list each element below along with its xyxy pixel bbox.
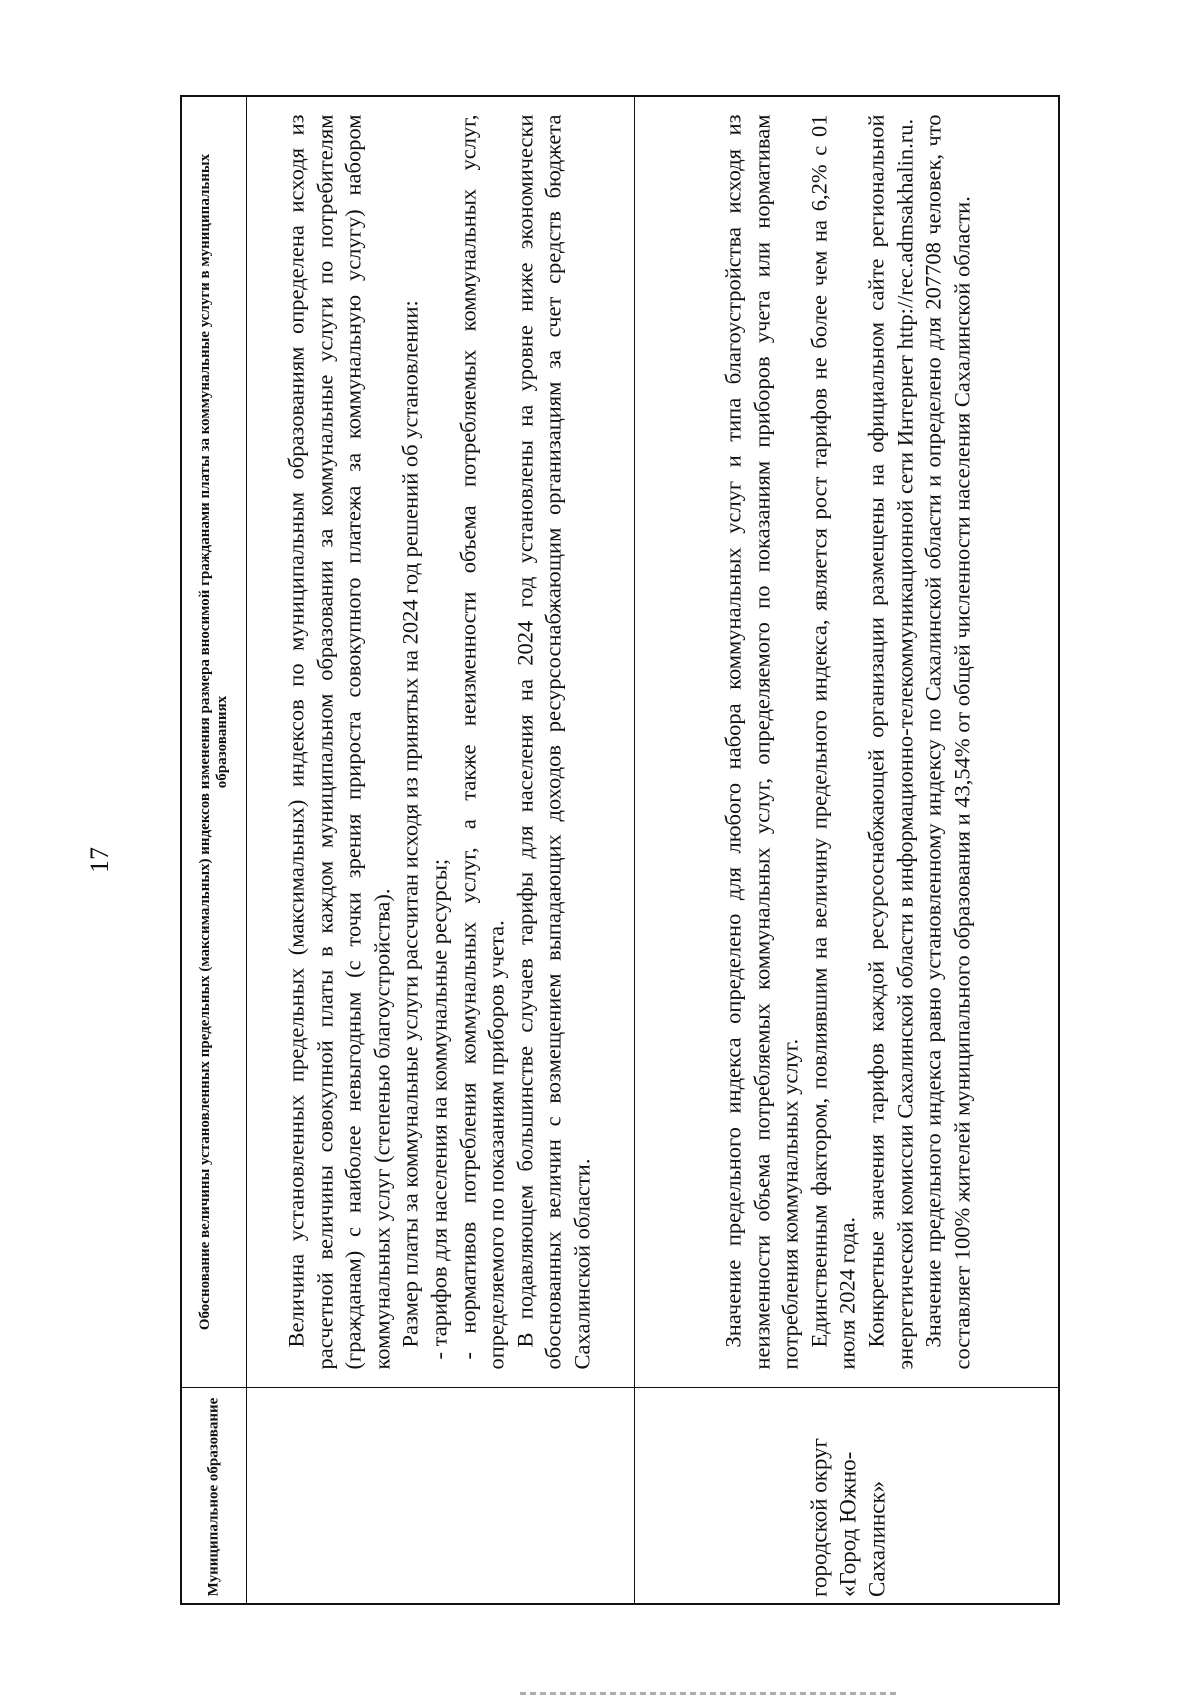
header-cell-municipality xyxy=(182,1387,246,1607)
row-1-list-item: - нормативов потребления коммунальных услуг, а также неизменности объема потребляемых коммунальных услуг, определяемого по показаниям приборов учета. xyxy=(455,114,509,1370)
row-2-paragraph: Конкретные значения тарифов каждой ресурсоснабжающей организации размещены на официальном сайте региональной энергетической комиссии Сахалинской области в информационно-телекоммуникационной сети Интернет http://rec.admsakhalin.ru. xyxy=(863,114,917,1370)
row-2-municipality-cell xyxy=(634,1387,1062,1607)
justification-table xyxy=(180,95,1060,1605)
header-municipality: Муниципальное образование xyxy=(205,1397,222,1597)
page-number: 17 xyxy=(85,847,114,873)
scan-artifact xyxy=(520,1692,900,1695)
row-1-paragraph: В подавляющем большинстве случаев тарифы для населения на 2024 год установлены на уровне ниже экономически обоснованных величин с возмещением выпадающих доходов ресурсоснабжающим организациям за счет средств бюджета Сахалинской области. xyxy=(512,114,595,1370)
row-2-municipality: городской округ «Город Южно-Сахалинск» xyxy=(806,1438,890,1597)
row-2-paragraph: Единственным фактором, повлиявшим на величину предельного индекса, является рост тарифов не более чем на 6,2% с 01 июля 2024 года. xyxy=(806,114,860,1370)
row-1-paragraph: Величина установленных предельных (максимальных) индексов по муниципальным образованиям определена исходя из расчетной величины совокупной платы в каждом муниципальном образовании за коммунальные услуги по потребителям (гражданам) с наиболее невыгодным (с точки зрения прироста совокупного платежа за коммунальную услугу) набором коммунальных услуг (степенью благоустройства). xyxy=(283,114,395,1370)
row-1-municipality-cell xyxy=(246,1387,634,1607)
row-1-paragraph: Размер платы за коммунальные услуги рассчитан исходя из принятых на 2024 год решений об установлении: xyxy=(398,300,424,1348)
row-2-paragraph: Значение предельного индекса определено для любого набора коммунальных услуг и типа благоустройства исходя из неизменности объема потребляемых коммунальных услуг, определяемого по показаниям приборов учета или нормативам потребления коммунальных услуг. xyxy=(720,114,803,1370)
row-2-paragraph: Значение предельного индекса равно установленному индексу по Сахалинской области и определено для 207708 человек, что составляет 100% жителей муниципального образования и 43,54% от общей численности населения Сахалинской области. xyxy=(920,114,975,1370)
header-justification: Обоснование величины установленных предельных (максимальных) индексов изменения размера вносимой гражданами платы за коммунальные услуги в муниципальных образованиях xyxy=(197,153,230,1331)
row-1-list-item: - тарифов для населения на коммунальные ресурсы; xyxy=(426,858,452,1360)
row-1-justification-cell xyxy=(246,97,634,1387)
header-cell-justification xyxy=(182,97,246,1387)
row-2-justification-cell xyxy=(634,97,1062,1387)
